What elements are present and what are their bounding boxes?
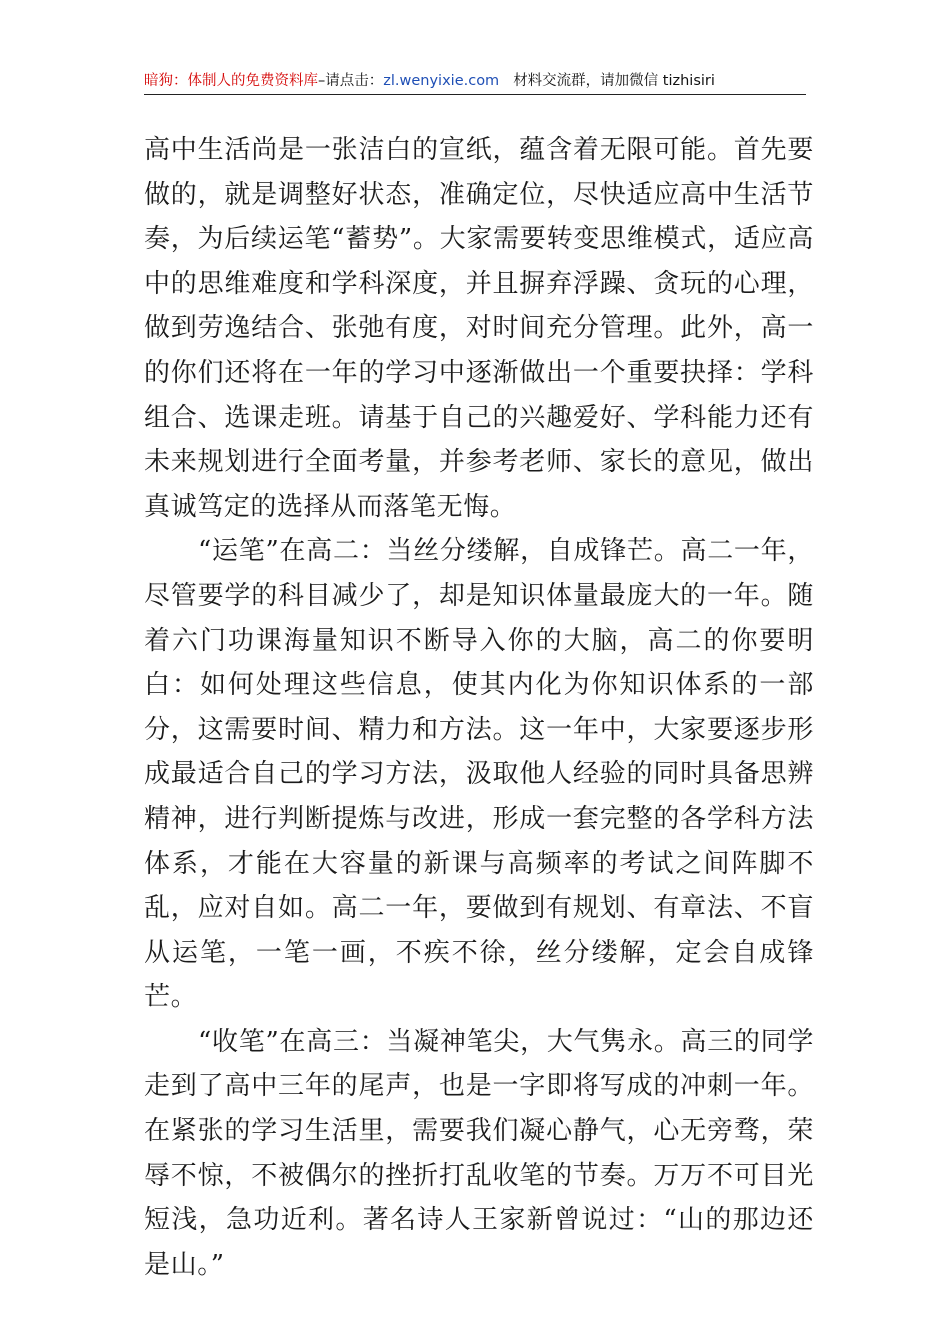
paragraph-third-year: “收笔”在高三：当凝神笔尖，大气隽永。高三的同学走到了高中三年的尾声，也是一字即将写成的冲刺一年。在紧张的学习生活里，需要我们凝心静气，心无旁骛，荣辱不惊，不被偶尔的挫折打乱收笔的节奏。万万不可目光短浅，急功近利。著名诗人王家新曾说过：“山的那边还是山。” [144, 1026, 814, 1280]
site-url-link[interactable]: zl.wenyixie.com [383, 73, 500, 89]
page-header [144, 68, 806, 95]
site-label: 暗狗：体制人的免费资料库 [144, 73, 318, 89]
paragraph-second-year: “运笔”在高二：当丝分缕解，自成锋芒。高二一年，尽管要学的科目减少了，却是知识体量最庞大的一年。随着六门功课海量知识不断导入你的大脑，高二的你要明白：如何处理这些信息，使其内化为你知识体系的一部分，这需要时间、精力和方法。这一年中，大家要逐步形成最适合自己的学习方法，汲取他人经验的同时具备思辨精神，进行判断提炼与改进，形成一套完整的各学科方法体系，才能在大容量的新课与高频率的考试之间阵脚不乱，应对自如。高二一年，要做到有规划、有章法、不盲从运笔，一笔一画，不疾不徐，丝分缕解，定会自成锋芒。 [144, 536, 814, 1013]
click-label: –请点击： [318, 73, 384, 89]
paragraph-first-year: 高中生活尚是一张洁白的宣纸，蕴含着无限可能。首先要做的，就是调整好状态，准确定位，尽快适应高中生活节奏，为后续运笔“蓄势”。大家需要转变思维模式，适应高中的思维难度和学科深度，并且摒弃浮躁、贪玩的心理，做到劳逸结合、张弛有度，对时间充分管理。此外，高一的你们还将在一年的学习中逐渐做出一个重要抉择：学科组合、选课走班。请基于自己的兴趣爱好、学科能力还有未来规划进行全面考量，并参考老师、家长的意见，做出真诚笃定的选择从而落笔无悔。 [144, 135, 814, 522]
wechat-contact-text: 材料交流群，请加微信 tizhisiri [513, 73, 715, 89]
document-body [144, 128, 814, 1287]
